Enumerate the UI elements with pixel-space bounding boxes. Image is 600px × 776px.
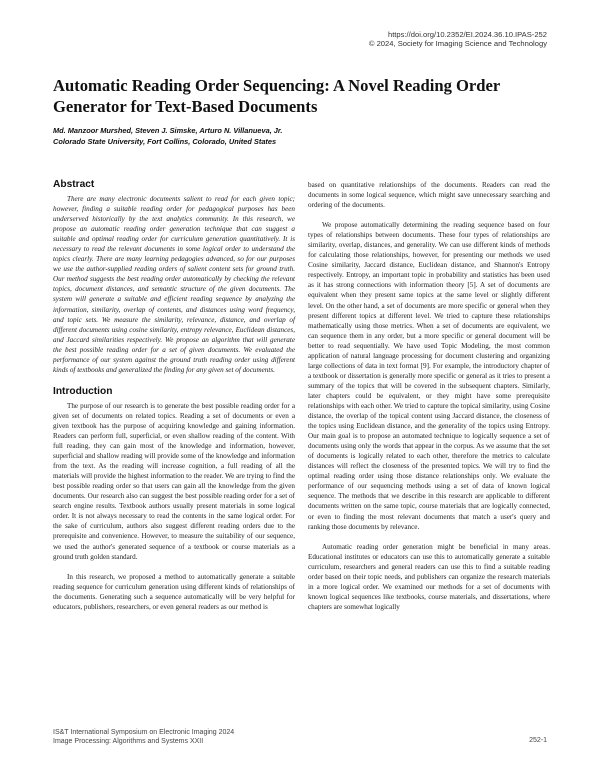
left-column <box>53 178 295 612</box>
author-block <box>53 125 553 147</box>
right-paragraph-applications: Automatic reading order generation might be beneficial in many areas. Educational institutes or educators can use this to automatically generate a suitable curriculum, researchers and general readers can use this to find a suitable reading order based on their topic needs, and publishers can organize the research materials in a more logical order. We examined our methods for a set of documents with known logical sequences like textbooks, course materials, and dissertations, where chapters are somewhat logically <box>308 542 550 611</box>
abstract-heading: Abstract <box>53 179 95 190</box>
author-names: Md. Manzoor Murshed, Steven J. Simske, Arturo N. Villanueva, Jr. <box>53 126 283 135</box>
page-number: 252-1 <box>529 737 547 744</box>
right-column <box>308 180 550 612</box>
introduction-paragraph-1: The purpose of our research is to generate the best possible reading order for a given set of documents on related topics. Reading a set of documents or even a given textbook has the purpose of acquiring knowledge and gaining information. Readers can perform full, superficial, or even shallow reading of the content. With full reading, they can gain most of the knowledge and information, however, superficial and shallow reading will provide some of the knowledge and information from the text. As the reading will increase cognition, a full reading of all the materials will provide the highest information to the reader. We are trying to find the best possible reading order so that users can gain all the knowledge from the given documents. Our research also can suggest the best possible reading order for a set of search engine results. Textbook authors usually present materials in some logical order. It is not always necessary to read the contents in the same logical order. For the sake of curriculum, authors also suggest different reading orders due to the prerequisite and convenience. However, to measure the suitability of our sequence, we used the author's generated sequence of a textbook or course materials as a ground truth golden standard. <box>53 401 295 561</box>
copyright-notice: © 2024, Society for Imaging Science and Technology <box>368 39 547 49</box>
footer-info <box>53 728 234 746</box>
doi-header <box>369 30 547 49</box>
paper-title: Automatic Reading Order Sequencing: A Novel Reading Order Generator for Text-Based Documents <box>53 76 500 116</box>
right-paragraph-relationships: We propose automatically determining the reading sequence based on four types of relationships between documents. These four types of relationships are similarity, overlap, distances, and generality. We can use different kinds of methods for calculating those relationships, however, for presenting our methods we used Cosine similarity, Jaccard distance, Euclidean distance, and Shannon's Entropy respectively. Entropy, an important topic in probability and statistics has been used as it has strong connections with information theory [5]. A set of documents are equivalent when they present same topics at the same level or slightly different level. On the other hand, a set of documents are more specific or general when they present different topics at different level. We tried to capture these relationships mathematically using those metrics. When a set of documents are equivalent, we can sequence them in any order, but a more specific or general document will be better to read sequentially. We have used Topic Modeling, the most common application of natural language processing for document clustering and organizing large collections of data in text format [9]. For example, the introductory chapter of a textbook or dissertation is generally more specific or general as it tries to present a summary of the topics that will be covered in the subsequent chapters. Similarly, later chapters could be equivalent, or they might have some prerequisite relationships with each other. We tried to capture the topical similarity, using Cosine distance, the overlap of the topical content using Jaccard distance, the closeness of the topics using Euclidean distance, and the generality of the topics using Entropy. Our main goal is to propose an automated technique to logically sequence a set of documents using only the words that appear in the corpus. As we assume that the set of documents is logically related to each other, therefore the metrics to calculate distances will reflect the closeness of the presented topics. We will try to find the optimal reading order using those distance relationships only. We evaluate the performance of our sequencing methods using a set of data of known logical sequence. The methods that we describe in this research are applicable to different documents written on the same topic, course materials that are logically connected, or even to finding the most relevant documents that match a user's query and ranking those documents by relevance. <box>308 221 550 531</box>
introduction-paragraph-2: In this research, we proposed a method to automatically generate a suitable reading sequence for curriculum generation using different kinds of relationships of the documents. Generating such a sequence automatically will be very helpful for educators, publishers, researchers, or even general readers as our method is <box>53 572 295 611</box>
author-affiliation: Colorado State University, Fort Collins, Colorado, United States <box>53 137 277 146</box>
abstract-text: There are many electronic documents salient to read for each given topic; however, finding a suitable reading order for pedagogical purposes has been underserved historically by the text analytics community. In this research, we propose an automatic reading order generation technique that can suggest a suitable and optimal reading order for curriculum generation quantitatively. It is necessary to read the relevant documents in some logical order to understand the topics clearly. There are many learning pedagogies advanced, so for our purposes we use the author-supplied reading orders of salient content sets for ground truth. Our method suggests the best reading order automatically by checking the relevant topics, document distances, and semantic structure of the given documents. The system will generate a suitable and efficient reading sequence by analyzing the information, similarity, overlap of contents, and distances using word frequency, and topic sets. We measure the similarity, relevance, distance, and overlap of different documents using cosine similarity, entropy relevance, Euclidean distances, and Jaccard similarities respectively. We propose an algorithm that will generate the best possible reading order for a set of given documents. We evaluated the performance of our system against the ground truth reading order using different kinds of textbooks and generalized the finding for any given set of documents. <box>53 195 295 374</box>
doi-link[interactable]: https://doi.org/10.2352/EI.2024.36.10.IPAS-252 <box>387 30 547 39</box>
right-paragraph-continued: based on quantitative relationships of the documents. Readers can read the documents in some logical sequence, which might save unnecessary searching and ordering of the documents. <box>308 181 550 210</box>
footer-conference: Image Processing: Algorithms and Systems XXII <box>53 738 204 745</box>
footer-symposium: IS&T International Symposium on Electronic Imaging 2024 <box>53 729 235 736</box>
introduction-heading: Introduction <box>53 385 113 397</box>
